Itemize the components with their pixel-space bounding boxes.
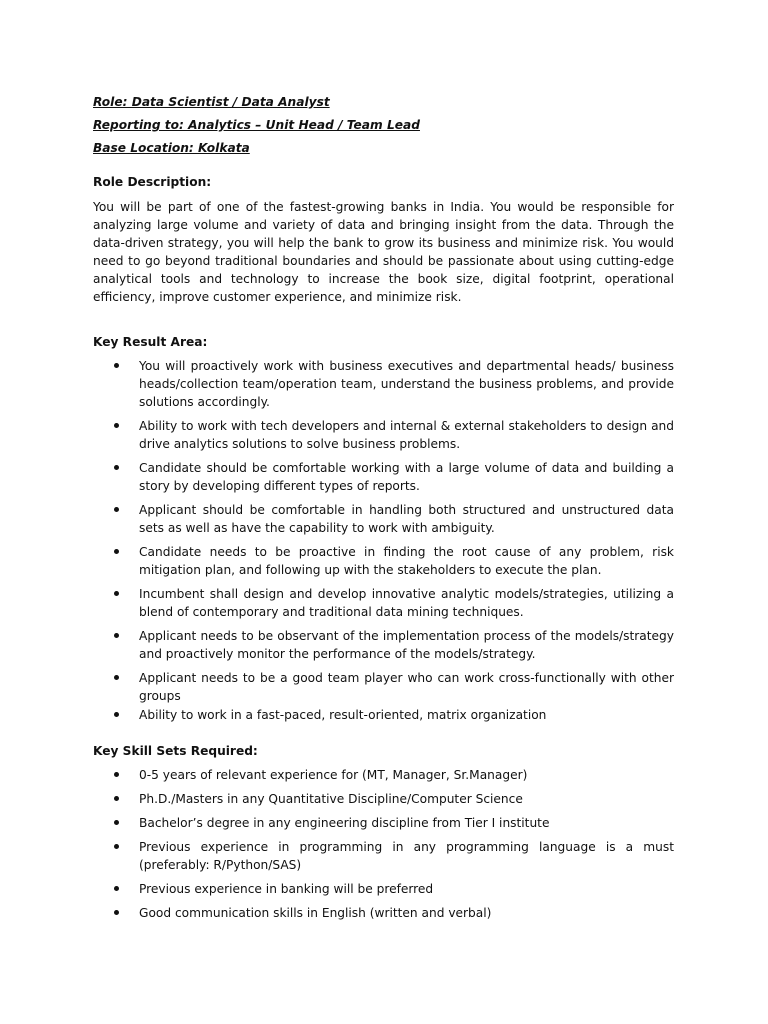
list-item — [93, 417, 674, 453]
list-item-text: You will proactively work with business executives and departmental heads/ business heads/collection team/operation team, understand the business problems, and provide solutions accordingly. — [139, 358, 674, 409]
list-item-text: Candidate should be comfortable working with a large volume of data and building a story by developing different types of reports. — [139, 460, 674, 493]
bullet-icon — [114, 675, 119, 680]
list-item — [93, 627, 674, 663]
list-item-text: 0-5 years of relevant experience for (MT, Manager, Sr.Manager) — [139, 767, 528, 782]
bullet-icon — [114, 633, 119, 638]
list-item-text: Previous experience in programming in any programming language is a must (preferably: R/Python/SAS) — [139, 839, 674, 872]
bullet-icon — [114, 712, 119, 717]
key-skills-heading: Key Skill Sets Required: — [93, 743, 258, 758]
role-description-text: You will be part of one of the fastest-growing banks in India. You would be responsible for analyzing large volume and variety of data and bringing insight from the data. Through the data-driven strategy, you will help the bank to grow its business and minimize risk. You would need to go beyond traditional boundaries and should be passionate about using cutting-edge analytical tools and technology to increase the book size, digital footprint, operational efficiency, improve customer experience, and minimize risk. — [93, 200, 674, 305]
bullet-icon — [114, 423, 119, 428]
list-item-text: Good communication skills in English (written and verbal) — [139, 905, 492, 920]
bullet-icon — [114, 465, 119, 470]
list-item-text: Bachelor’s degree in any engineering discipline from Tier I institute — [139, 815, 550, 830]
list-item — [93, 766, 674, 784]
bullet-icon — [114, 910, 119, 915]
list-item-text: Applicant needs to be a good team player who can work cross-functionally with other groups — [139, 670, 674, 703]
list-item-text: Ability to work in a fast-paced, result-oriented, matrix organization — [139, 707, 547, 722]
list-item-text: Applicant needs to be observant of the implementation process of the models/strategy and proactively monitor the performance of the models/strategy. — [139, 628, 674, 661]
bullet-icon — [114, 549, 119, 554]
bullet-icon — [114, 820, 119, 825]
list-item — [93, 357, 674, 411]
bullet-icon — [114, 886, 119, 891]
key-result-area-list — [93, 357, 674, 724]
list-item — [93, 706, 674, 724]
list-item — [93, 585, 674, 621]
list-item — [93, 838, 674, 874]
key-result-area-heading: Key Result Area: — [93, 334, 208, 349]
bullet-icon — [114, 507, 119, 512]
list-item-text: Previous experience in banking will be preferred — [139, 881, 434, 896]
list-item-text: Ph.D./Masters in any Quantitative Discipline/Computer Science — [139, 791, 523, 806]
bullet-icon — [114, 363, 119, 368]
list-item — [93, 814, 674, 832]
bullet-icon — [114, 844, 119, 849]
list-item-text: Ability to work with tech developers and internal & external stakeholders to design and drive analytics solutions to solve business problems. — [139, 418, 674, 451]
key-skills-list — [93, 766, 674, 922]
list-item-text: Candidate needs to be proactive in finding the root cause of any problem, risk mitigation plan, and following up with the stakeholders to execute the plan. — [139, 544, 674, 577]
list-item — [93, 669, 674, 705]
list-item-text: Applicant should be comfortable in handling both structured and unstructured data sets as well as have the capability to work with ambiguity. — [139, 502, 674, 535]
bullet-icon — [114, 772, 119, 777]
list-item-text: Incumbent shall design and develop innovative analytic models/strategies, utilizing a blend of contemporary and traditional data mining techniques. — [139, 586, 674, 619]
list-item — [93, 459, 674, 495]
bullet-icon — [114, 591, 119, 596]
base-location: Base Location: Kolkata — [93, 141, 250, 155]
list-item — [93, 543, 674, 579]
document-content — [93, 93, 674, 928]
list-item — [93, 880, 674, 898]
list-item — [93, 790, 674, 808]
list-item — [93, 501, 674, 537]
role-description-heading: Role Description: — [93, 175, 212, 189]
bullet-icon — [114, 796, 119, 801]
reporting-line: Reporting to: Analytics – Unit Head / Team Lead — [93, 118, 420, 132]
list-item — [93, 904, 674, 922]
role-title: Role: Data Scientist / Data Analyst — [93, 95, 330, 109]
